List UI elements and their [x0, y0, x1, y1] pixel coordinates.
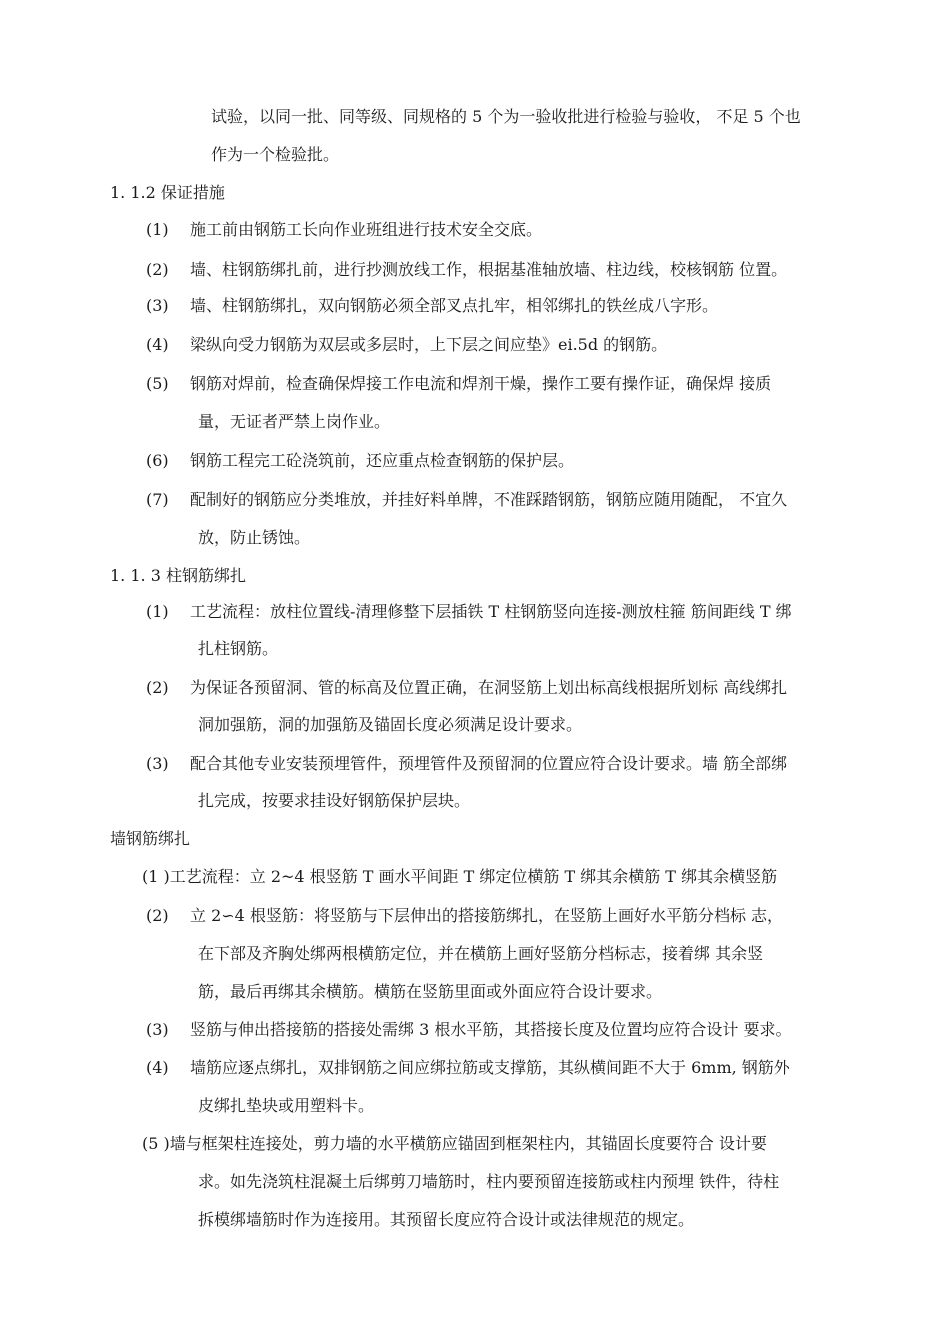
list-item-text: 筋，最后再绑其余横筋。横筋在竖筋里面或外面应符合设计要求。 — [198, 982, 663, 1001]
list-item-text: 梁纵向受力钢筋为双层或多层时，上下层之间应垫》ei.5d 的钢筋。 — [190, 335, 668, 354]
list-item-text: 皮绑扎垫块或用塑料卡。 — [198, 1096, 375, 1115]
list-item-text: (1 )工艺流程：立 2~4 根竖筋 T 画水平间距 T 绑定位横筋 T 绑其余横筋 T 绑其余横竖筋 — [142, 867, 778, 886]
list-item-text: 施工前由钢筋工长向作业班组进行技术安全交底。 — [190, 220, 543, 239]
section-heading: 1. 1. 3 柱钢筋绑扎 — [110, 566, 246, 585]
list-item-text: 扎柱钢筋。 — [198, 639, 279, 658]
list-item-text: 工艺流程：放柱位置线-清理修整下层插铁 T 柱钢筋竖向连接-测放柱箍 筋间距线 T 绑 — [190, 602, 792, 621]
section-heading: 墙钢筋绑扎 — [110, 829, 191, 848]
item-number: (2) — [146, 906, 169, 925]
item-number: (4) — [146, 1058, 169, 1077]
item-number: (2) — [146, 678, 169, 697]
intro-line: 试验，以同一批、同等级、同规格的 5 个为一验收批进行检验与验收， 不足 5 个也 — [211, 107, 801, 126]
list-item-text: 墙、柱钢筋绑扎，双向钢筋必须全部叉点扎牢，相邻绑扎的铁丝成八字形。 — [190, 296, 719, 315]
list-item-text: 为保证各预留洞、管的标高及位置正确，在洞竖筋上划出标高线根据所划标 高线绑扎 — [190, 678, 788, 697]
item-number: (7) — [146, 490, 169, 509]
list-item-text: 拆模绑墙筋时作为连接用。其预留长度应符合设计或法律规范的规定。 — [198, 1210, 695, 1229]
item-number: (3) — [146, 296, 169, 315]
list-item-text: 配制好的钢筋应分类堆放，并挂好料单牌，不准踩踏钢筋，钢筋应随用随配， 不宜久 — [190, 490, 788, 509]
item-number: (6) — [146, 451, 169, 470]
list-item-text: 在下部及齐胸处绑两根横筋定位，并在横筋上画好竖筋分档标志，接着绑 其余竖 — [198, 944, 764, 963]
item-number: (3) — [146, 754, 169, 773]
list-item-text: 钢筋对焊前，检查确保焊接工作电流和焊剂干燥，操作工要有操作证，确保焊 接质 — [190, 374, 772, 393]
list-item-text: 墙筋应逐点绑扎，双排钢筋之间应绑拉筋或支撑筋，其纵横间距不大于 6mm, 钢筋外 — [190, 1058, 790, 1077]
list-item-text: 立 2∽4 根竖筋：将竖筋与下层伸出的搭接筋绑扎，在竖筋上画好水平筋分档标 志， — [190, 906, 784, 925]
list-item-text: 放，防止锈蚀。 — [198, 528, 311, 547]
list-item-text: 扎完成，按要求挂设好钢筋保护层块。 — [198, 791, 471, 810]
item-number: (4) — [146, 335, 169, 354]
list-item-text: 配合其他专业安装预埋管件，预埋管件及预留洞的位置应符合设计要求。墙 筋全部绑 — [190, 754, 788, 773]
item-number: (1) — [146, 220, 169, 239]
section-heading: 1. 1.2 保证措施 — [110, 183, 225, 202]
list-item-text: 墙、柱钢筋绑扎前，进行抄测放线工作，根据基准轴放墙、柱边线，校核钢筋 位置。 — [190, 260, 788, 279]
list-item-text: 洞加强筋，洞的加强筋及锚固长度必须满足设计要求。 — [198, 715, 583, 734]
item-number: (2) — [146, 260, 169, 279]
list-item-text: (5 )墙与框架柱连接处，剪力墙的水平横筋应锚固到框架柱内，其锚固长度要符合 设计要 — [142, 1134, 767, 1153]
item-number: (3) — [146, 1020, 169, 1039]
list-item-text: 竖筋与伸出搭接筋的搭接处需绑 3 根水平筋，其搭接长度及位置均应符合设计 要求。 — [190, 1020, 792, 1039]
intro-line: 作为一个检验批。 — [211, 145, 340, 164]
list-item-text: 求。如先浇筑柱混凝土后绑剪刀墙筋时，柱内要预留连接筋或柱内预埋 铁件，待柱 — [198, 1172, 780, 1191]
list-item-text: 钢筋工程完工砼浇筑前，还应重点检查钢筋的保护层。 — [190, 451, 575, 470]
item-number: (5) — [146, 374, 169, 393]
item-number: (1) — [146, 602, 169, 621]
list-item-text: 量，无证者严禁上岗作业。 — [198, 412, 391, 431]
